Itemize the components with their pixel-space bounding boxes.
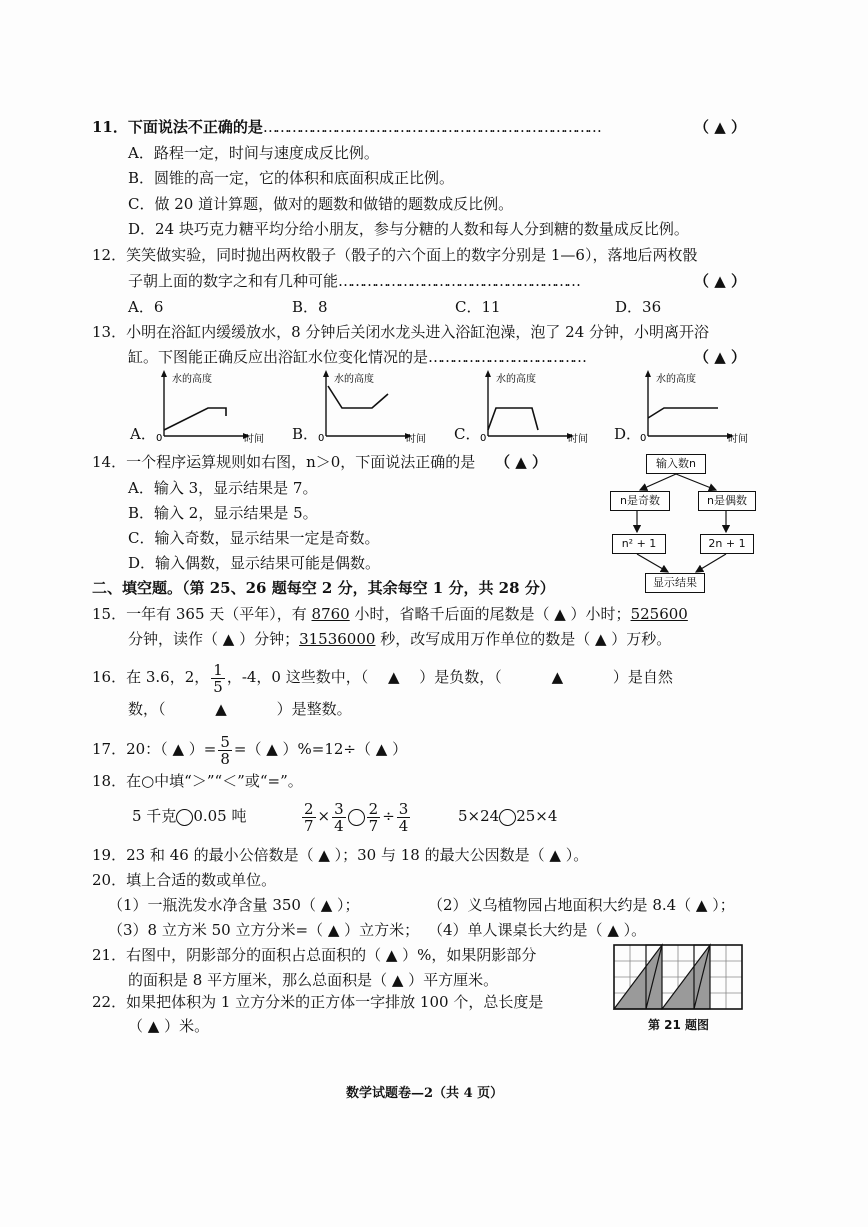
page-footer: 数学试题卷—2（共 4 页） (346, 1086, 504, 1101)
q15-line1: 15．一年有 365 天（平年），有 8760 小时，省略千后面的尾数是（ ▲ ）小时；525600 (92, 605, 688, 623)
q15-seconds-value: 31536000 (299, 630, 376, 648)
q13-answer-blank: （ ▲ ） (694, 348, 746, 366)
q12-option-c: C．11 (455, 298, 501, 316)
q18-item3: 5×24 25×4 (458, 807, 558, 825)
q13-graph-d-ylabel: 水的高度 (656, 374, 696, 385)
q14-answer-blank: （ ▲ ） (495, 453, 548, 471)
q20-item3: （3）8 立方米 50 立方分米=（ ▲ ）立方米； (108, 921, 420, 939)
q14-option-a: A．输入 3，显示结果是 7。 (128, 479, 318, 497)
q21-figure-caption: 第 21 题图 (648, 1018, 710, 1032)
q12-line2: 子朝上面的数字之和有几种可能…………………………………………………… (128, 272, 579, 290)
q12-option-b: B．8 (292, 298, 328, 316)
q16-fraction: $\frac{1}{5}$ (213, 660, 223, 696)
q14-option-d: D．输入偶数，显示结果可能是偶数。 (128, 554, 381, 572)
q11-option-a: A．路程一定，时间与速度成反比例。 (128, 144, 379, 162)
q12-option-d: D．36 (615, 298, 662, 316)
q13-graph-c-xlabel: 时间 (568, 434, 588, 445)
q20-item1: （1）一瓶洗发水净含量 350（ ▲ ）； (108, 896, 360, 914)
q12-answer-blank: （ ▲ ） (694, 272, 746, 290)
q13-graph-d-letter: D． (614, 425, 642, 443)
q13-graph-a-curve (164, 408, 226, 430)
q13-graph-b-origin: 0 (318, 433, 325, 444)
flow-even-operation: 2n + 1 (700, 534, 754, 554)
q18-stem: 18．在○中填“＞”“＜”或“=”。 (92, 772, 303, 790)
q14-option-b: B．输入 2，显示结果是 5。 (128, 504, 318, 522)
q18-item2: $\frac{2}{7}$ × $\frac{3}{4}$ $\frac{2}{7}$ ÷ $\frac{3}{4}$ (304, 799, 409, 835)
q13-graph-b-letter: B． (292, 425, 319, 443)
q21-figure (612, 943, 744, 1013)
q13-graph-b-ylabel: 水的高度 (334, 374, 374, 385)
q21-line2: 的面积是 8 平方厘米，那么总面积是（ ▲ ）平方厘米。 (128, 971, 499, 989)
q13-graph-a-ylabel: 水的高度 (172, 374, 212, 385)
q13-graph-d-xlabel: 时间 (728, 434, 748, 445)
flow-odd-box: n是奇数 (610, 491, 670, 511)
q13-dots: ………………………………… (428, 348, 585, 366)
q13-graph-a-letter: A． (130, 425, 156, 443)
q13-graph-d-curve (648, 408, 718, 418)
flow-odd-operation: n² + 1 (612, 534, 666, 554)
section-2-heading: 二、填空题。（第 25、26 题每空 2 分，其余每空 1 分，共 28 分） (92, 579, 555, 597)
q17-fraction: $\frac{5}{8}$ (220, 732, 230, 768)
q13-graph-b-curve (328, 386, 388, 408)
q13-graph-c (474, 368, 594, 446)
q22-line1: 22．如果把体积为 1 立方分米的正方体一字排放 100 个，总长度是 (92, 993, 544, 1011)
q12-option-a: A．6 (128, 298, 164, 316)
q18-compare-circle-2 (348, 809, 365, 826)
flow-even-box: n是偶数 (698, 491, 756, 511)
q13-graph-c-origin: 0 (480, 433, 487, 444)
q13-graph-a-origin: 0 (156, 433, 163, 444)
q12-dots: …………………………………………………… (338, 272, 579, 290)
q22-line2: （ ▲ ）米。 (128, 1017, 210, 1035)
q13-graph-c-ylabel: 水的高度 (496, 374, 536, 385)
q20-item4: （4）单人课桌长大约是（ ▲ ）。 (428, 921, 647, 939)
q13-graph-d (634, 368, 754, 446)
q15-hours-value: 8760 (311, 605, 350, 623)
q13-line1: 13．小明在浴缸内缓缓放水，8 分钟后关闭水龙头进入浴缸泡澡，泡了 24 分钟，小明离开浴 (92, 323, 710, 341)
q11-dots: ………………………………………………………………………… (262, 118, 599, 136)
q20-stem: 20．填上合适的数或单位。 (92, 871, 277, 889)
q13-graph-c-letter: C． (454, 425, 481, 443)
q12-line1: 12．笑笑做实验，同时抛出两枚骰子（骰子的六个面上的数字分别是 1—6），落地后两枚骰 (92, 246, 698, 264)
q14-stem: 14．一个程序运算规则如右图，n＞0，下面说法正确的是 （ ▲ ） (92, 453, 548, 471)
q14-option-c: C．输入奇数，显示结果一定是奇数。 (128, 529, 380, 547)
q17-line: 17．20：（ ▲ ）= $\frac{5}{8}$ =（ ▲ ）%=12÷（ ▲ ） (92, 732, 408, 768)
q11-option-d: D．24 块巧克力糖平均分给小朋友，参与分糖的人数和每人分到糖的数量成反比例。 (128, 220, 689, 238)
q19-line: 19．23 和 46 的最小公倍数是（ ▲ ）；30 与 18 的最大公因数是（ ▲ ）。 (92, 846, 589, 864)
q20-item2: （2）义乌植物园占地面积大约是 8.4（ ▲ ）； (428, 896, 735, 914)
q13-graph-a-xlabel: 时间 (244, 434, 264, 445)
q11-option-c: C．做 20 道计算题，做对的题数和做错的题数成反比例。 (128, 195, 514, 213)
q16-line2: 数，（ ▲ ）是整数。 (128, 700, 352, 718)
q15-minutes-value: 525600 (630, 605, 688, 623)
flow-input-box: 输入数n (646, 454, 706, 474)
q13-graph-b (312, 368, 432, 446)
q18-compare-circle-1 (176, 809, 193, 826)
q13-graph-d-origin: 0 (640, 433, 647, 444)
q13-graph-b-xlabel: 时间 (406, 434, 426, 445)
q13-graph-a (150, 368, 270, 446)
q11-answer-blank: （ ▲ ） (694, 118, 746, 136)
q21-line1: 21．右图中，阴影部分的面积占总面积的（ ▲ ）%，如果阴影部分 (92, 946, 537, 964)
q18-item1: 5 千克 0.05 吨 (132, 807, 247, 825)
q15-line2: 分钟，读作（ ▲ ）分钟；31536000 秒，改写成用万作单位的数是（ ▲ ）万秒。 (128, 630, 672, 648)
q16-line1: 16．在 3.6，2， $\frac{1}{5}$ ，-4，0 这些数中，（ ▲ ）是负数，（ ▲ ）是自然 (92, 660, 673, 696)
flow-output-box: 显示结果 (645, 573, 705, 593)
q13-graph-c-curve (488, 408, 538, 430)
q18-compare-circle-3 (499, 809, 516, 826)
q13-line2: 缸。下图能正确反应出浴缸水位变化情况的是………………………………… (128, 348, 585, 366)
q11-stem: 11．下面说法不正确的是………………………………………………………………………… (92, 118, 599, 136)
q11-option-b: B．圆锥的高一定，它的体积和底面积成正比例。 (128, 169, 455, 187)
